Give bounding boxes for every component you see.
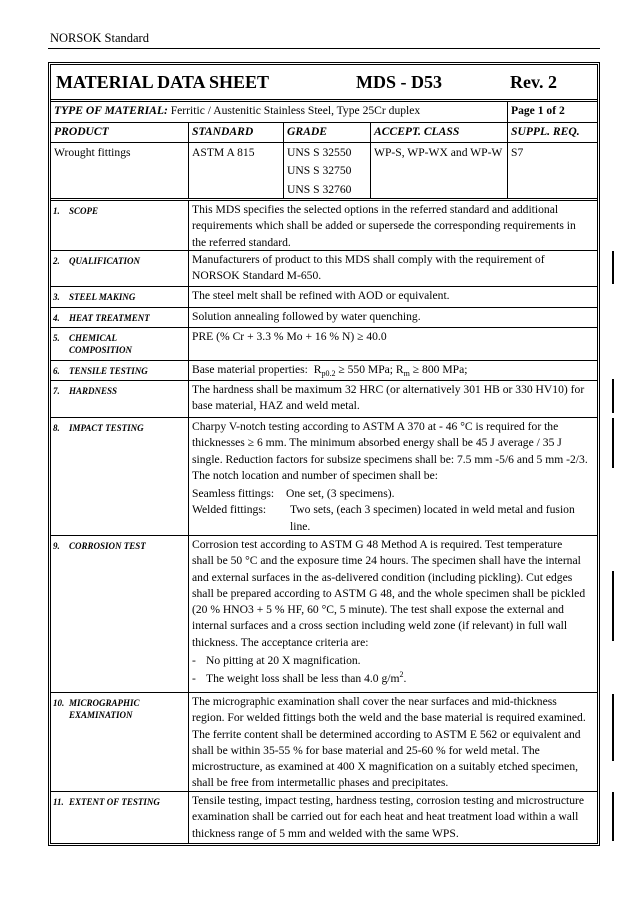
section-body bbox=[189, 792, 597, 843]
section-label bbox=[51, 536, 189, 692]
column-header-accept-class: ACCEPT. CLASS bbox=[371, 123, 508, 142]
section-label bbox=[51, 381, 189, 417]
body-line: region. For welded fittings both the weld and the base material is required examined. bbox=[192, 711, 586, 725]
section-title: IMPACT TESTING bbox=[69, 423, 144, 433]
section-scope bbox=[51, 201, 597, 251]
acceptance-criterion bbox=[192, 653, 595, 669]
grade-item: UNS S 32550 bbox=[287, 146, 352, 159]
grade-cell bbox=[284, 143, 371, 198]
bullet-dash: - bbox=[192, 672, 196, 686]
body-line: Manufacturers of product to this MDS shall comply with the requirement of bbox=[192, 253, 545, 266]
column-header-row bbox=[51, 123, 597, 143]
section-title: HARDNESS bbox=[69, 386, 118, 396]
page-header: NORSOK Standard bbox=[50, 31, 149, 45]
section-title: QUALIFICATION bbox=[69, 256, 141, 266]
section-body bbox=[189, 201, 597, 250]
body-line: thickness. The acceptance criteria are: bbox=[192, 635, 369, 649]
body-line: Tensile testing, impact testing, hardness testing, corrosion testing and microstructure bbox=[192, 794, 585, 807]
revision-bar bbox=[612, 418, 614, 468]
fitting-kind: Seamless fittings: bbox=[192, 487, 275, 501]
section-corrosion-test bbox=[51, 536, 597, 693]
suppl-req-cell: S7 bbox=[511, 146, 524, 159]
revision-bar bbox=[612, 379, 614, 413]
title-row bbox=[51, 65, 597, 102]
tensile-subscript: p0.2 bbox=[321, 369, 336, 378]
section-title: STEEL MAKING bbox=[69, 292, 136, 302]
column-header-grade: GRADE bbox=[284, 123, 371, 142]
section-body bbox=[189, 418, 597, 535]
section-body bbox=[189, 328, 597, 360]
section-title: HEAT TREATMENT bbox=[69, 313, 150, 323]
body-line: internal surfaces and a cross section including weld zone (if relevant) in full wall bbox=[192, 619, 568, 633]
header-rule bbox=[48, 48, 600, 49]
body-line: base material, HAZ and weld metal. bbox=[192, 399, 360, 413]
section-label bbox=[51, 251, 189, 286]
section-micrographic-examination bbox=[51, 693, 597, 792]
product-cell: Wrought fittings bbox=[51, 143, 189, 198]
body-line: single. Reduction factors for subsize specimens shall be: 7.5 mm -5/6 and 5 mm -2/3. bbox=[192, 452, 588, 466]
section-number: 3. bbox=[53, 292, 60, 302]
section-title: COMPOSITION bbox=[69, 345, 133, 355]
product-row bbox=[51, 143, 597, 201]
body-line: NORSOK Standard M-650. bbox=[192, 269, 322, 283]
section-number: 10. bbox=[53, 698, 65, 708]
page-number: Page 1 of 2 bbox=[511, 104, 565, 117]
criterion-superscript: 2 bbox=[399, 670, 404, 680]
section-title: EXTENT OF TESTING bbox=[69, 797, 160, 807]
section-number: 8. bbox=[53, 423, 60, 433]
body-line: PRE (% Cr + 3.3 % Mo + 16 % N) ≥ 40.0 bbox=[192, 330, 387, 343]
body-line: The micrographic examination shall cover the near surfaces and mid-thickness bbox=[192, 695, 557, 708]
section-hardness bbox=[51, 381, 597, 418]
section-number: 6. bbox=[53, 366, 60, 376]
section-number: 4. bbox=[53, 313, 60, 323]
body-line: (20 % HNO3 + 5 % HF, 60 °C, 5 minute). The test shall expose the external and bbox=[192, 603, 564, 617]
section-title: MICROGRAPHIC bbox=[69, 698, 140, 708]
body-line: microstructure, as examined at 400 X magnification on a suitably etched specimen, bbox=[192, 760, 579, 774]
section-label bbox=[51, 792, 189, 843]
body-line: shall be free from intermetallic phases and precipitates. bbox=[192, 776, 449, 790]
section-body bbox=[189, 308, 597, 327]
section-number: 1. bbox=[53, 206, 60, 216]
acceptance-criterion bbox=[192, 671, 595, 687]
revision-bar bbox=[612, 571, 614, 641]
body-line: Corrosion test according to ASTM G 48 Method A is required. Test temperature bbox=[192, 538, 563, 551]
body-line: the referred standard. bbox=[192, 235, 291, 249]
body-line: shall be 50 °C and the exposure time 24 hours. The specimen shall have the internal bbox=[192, 554, 581, 568]
section-body bbox=[189, 381, 597, 417]
column-header-standard: STANDARD bbox=[189, 123, 284, 142]
section-title: TENSILE TESTING bbox=[69, 366, 148, 376]
section-label bbox=[51, 308, 189, 327]
section-label bbox=[51, 201, 189, 250]
section-extent-of-testing bbox=[51, 792, 597, 843]
body-line: shall be within 35-55 % for base material and 25-60 % for weld metal. The bbox=[192, 743, 540, 757]
body-line: Charpy V-notch testing according to ASTM A 370 at - 46 °C is required for the bbox=[192, 420, 559, 433]
section-label bbox=[51, 328, 189, 360]
fitting-text: One set, (3 specimens). bbox=[286, 487, 395, 501]
fitting-specimen-row bbox=[192, 502, 595, 535]
section-body bbox=[189, 251, 597, 286]
type-of-material-cell bbox=[51, 102, 508, 122]
tensile-text: Base material properties: R bbox=[192, 363, 322, 376]
section-tensile-testing bbox=[51, 361, 597, 381]
section-heat-treatment bbox=[51, 308, 597, 328]
criterion-text bbox=[206, 671, 406, 687]
section-chemical-composition bbox=[51, 328, 597, 361]
section-label bbox=[51, 361, 189, 380]
section-title: CORROSION TEST bbox=[69, 541, 146, 551]
tensile-properties bbox=[192, 362, 595, 378]
fitting-specimen-row bbox=[192, 486, 595, 502]
section-body bbox=[189, 536, 597, 692]
section-number: 7. bbox=[53, 386, 60, 396]
body-line: The hardness shall be maximum 32 HRC (or alternatively 301 HB or 330 HV10) for bbox=[192, 383, 585, 396]
revision-bar bbox=[612, 251, 614, 284]
revision-bar bbox=[612, 694, 614, 761]
section-body bbox=[189, 287, 597, 307]
accept-class-cell: WP-S, WP-WX and WP-W bbox=[371, 143, 508, 198]
body-line: thicknesses ≥ 6 mm. The minimum absorbed energy shall be 45 J average / 35 J bbox=[192, 436, 562, 450]
body-line: The steel melt shall be refined with AOD or equivalent. bbox=[192, 289, 450, 302]
body-line: requirements which shall be added or supersede the corresponding requirements in bbox=[192, 219, 576, 233]
fitting-text: line. bbox=[290, 519, 311, 533]
column-header-suppl-req: SUPPL. REQ. bbox=[511, 125, 580, 138]
body-line: and external surfaces in the as-delivered condition (including pickling). Cut edges bbox=[192, 570, 573, 584]
body-line: shall be prepared according to ASTM G 48, and the whole specimen shall be pickled bbox=[192, 586, 586, 600]
revision-bar bbox=[612, 792, 614, 841]
grade-item: UNS S 32760 bbox=[287, 182, 352, 196]
tensile-subscript: m bbox=[403, 369, 410, 378]
criterion-text: No pitting at 20 X magnification. bbox=[206, 654, 361, 668]
criterion-text-main: The weight loss shall be less than 4.0 g/m bbox=[206, 672, 400, 686]
body-line: The ferrite content shall be determined according to ASTM E 562 or equivalent and bbox=[192, 727, 581, 741]
fitting-text: Two sets, (each 3 specimen) located in weld metal and fusion bbox=[290, 503, 575, 517]
section-title: CHEMICAL bbox=[69, 333, 118, 343]
revision: Rev. 2 bbox=[510, 72, 557, 92]
section-number: 5. bbox=[53, 333, 60, 343]
section-title: SCOPE bbox=[69, 206, 99, 216]
body-line: thickness range of 5 mm and welded with the same WPS. bbox=[192, 826, 459, 840]
section-label bbox=[51, 693, 189, 791]
section-number: 2. bbox=[53, 256, 60, 266]
criterion-text-tail: . bbox=[403, 672, 407, 686]
section-qualification bbox=[51, 251, 597, 287]
tensile-text: ≥ 800 MPa; bbox=[409, 363, 468, 376]
standard-cell: ASTM A 815 bbox=[189, 143, 284, 198]
body-line: Solution annealing followed by water quenching. bbox=[192, 310, 421, 323]
section-impact-testing bbox=[51, 418, 597, 536]
section-steel-making bbox=[51, 287, 597, 308]
tensile-text: ≥ 550 MPa; R bbox=[335, 363, 404, 376]
material-data-sheet bbox=[48, 62, 600, 846]
body-line: This MDS specifies the selected options in the referred standard and additional bbox=[192, 203, 559, 216]
body-line: The notch location and number of specimen shall be: bbox=[192, 468, 438, 482]
body-line: examination shall be carried out for each heat and heat treatment load within a wall bbox=[192, 810, 579, 824]
type-of-material-value: Ferritic / Austenitic Stainless Steel, Type 25Cr duplex bbox=[167, 104, 421, 117]
bullet-dash: - bbox=[192, 654, 196, 668]
type-of-material-row bbox=[51, 102, 597, 123]
sheet-title: MATERIAL DATA SHEET bbox=[56, 72, 270, 92]
column-header-product: PRODUCT bbox=[51, 123, 189, 142]
section-body bbox=[189, 693, 597, 791]
section-label bbox=[51, 287, 189, 307]
section-title: EXAMINATION bbox=[69, 710, 133, 720]
section-number: 11. bbox=[53, 797, 64, 807]
type-of-material-label: TYPE OF MATERIAL: bbox=[54, 104, 168, 117]
mds-number: MDS - D53 bbox=[356, 72, 442, 92]
fitting-kind: Welded fittings: bbox=[192, 503, 267, 517]
section-label bbox=[51, 418, 189, 535]
section-number: 9. bbox=[53, 541, 60, 551]
section-body bbox=[189, 361, 597, 380]
grade-item: UNS S 32750 bbox=[287, 164, 352, 178]
